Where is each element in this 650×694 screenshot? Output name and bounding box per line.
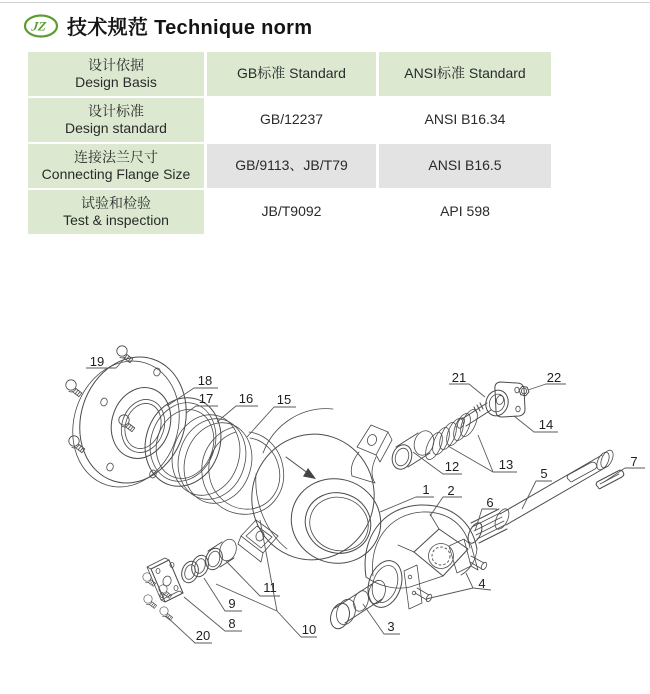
- brand-logo-icon: [22, 12, 60, 40]
- part-label-1: 1: [422, 482, 430, 497]
- part-label-19: 19: [89, 354, 105, 369]
- part-16-spring-ring: [162, 406, 262, 512]
- value-flange-size-ansi: ANSI B16.5: [379, 144, 551, 188]
- part-label-5: 5: [540, 466, 548, 481]
- part-label-22: 22: [546, 370, 562, 385]
- page-title-en: Technique norm: [154, 17, 313, 39]
- value-flange-size-gb: GB/9113、JB/T79: [207, 144, 376, 188]
- part-label-8: 8: [228, 616, 236, 631]
- part-20-screws: [143, 573, 173, 621]
- part-label-16: 16: [238, 391, 254, 406]
- row-label-design-standard: 设计标准 Design standard: [28, 98, 204, 142]
- row-label-connecting-flange-size: 连接法兰尺寸 Connecting Flange Size: [28, 144, 204, 188]
- part-7-key: [596, 470, 624, 489]
- leader-line-10: [260, 520, 317, 637]
- part-13-spring: [422, 407, 481, 462]
- part-label-11: 11: [263, 580, 277, 595]
- table-header-design-basis: 设计依据 Design Basis: [28, 52, 204, 96]
- leader-line-21: [449, 384, 485, 397]
- row-label-test-inspection: 试验和检验 Test & inspection: [28, 190, 204, 234]
- part-label-6: 6: [486, 495, 494, 510]
- part-2-ball-segment: [365, 505, 478, 609]
- leader-line-1: [380, 497, 434, 512]
- leader-line-15: [247, 407, 296, 437]
- part-label-4: 4: [478, 576, 486, 591]
- part-14-gland: [483, 382, 525, 419]
- part-label-21: 21: [451, 370, 467, 385]
- table-header-gb-standard: GB标准 Standard: [207, 52, 376, 96]
- part-label-15: 15: [276, 392, 292, 407]
- part-label-20: 20: [195, 628, 211, 643]
- part-label-7: 7: [630, 454, 638, 469]
- value-test-gb: JB/T9092: [207, 190, 376, 234]
- part-label-13: 13: [498, 457, 514, 472]
- page-header: [22, 11, 312, 40]
- value-test-ansi: API 598: [379, 190, 551, 234]
- value-design-standard-gb: GB/12237: [207, 98, 376, 142]
- part-3-trunnion-shaft: [327, 556, 407, 631]
- part-label-12: 12: [444, 459, 460, 474]
- part-label-10: 10: [301, 622, 317, 637]
- page-title: [67, 11, 312, 40]
- part-label-18: 18: [197, 373, 213, 388]
- part-label-9: 9: [228, 596, 236, 611]
- table-header-ansi-standard: ANSI标准 Standard: [379, 52, 551, 96]
- leader-line-5: [522, 481, 552, 509]
- part-label-2: 2: [447, 483, 455, 498]
- part-6-spline-end: [465, 507, 512, 546]
- leader-line-9: [204, 578, 242, 611]
- part-label-17: 17: [198, 391, 214, 406]
- part-label-3: 3: [387, 619, 395, 634]
- exploded-parts-diagram: [0, 330, 650, 694]
- top-divider: [0, 2, 650, 3]
- page-title-zh: 技术规范: [67, 17, 149, 39]
- leader-line-13: [478, 435, 493, 472]
- part-1-valve-body: [236, 409, 392, 576]
- technique-norm-table: [28, 52, 551, 234]
- leader-line-4: [426, 588, 473, 599]
- value-design-standard-ansi: ANSI B16.34: [379, 98, 551, 142]
- svg-text:JZ: JZ: [30, 18, 48, 33]
- part-12-bushing: [389, 428, 437, 472]
- part-label-14: 14: [538, 417, 554, 432]
